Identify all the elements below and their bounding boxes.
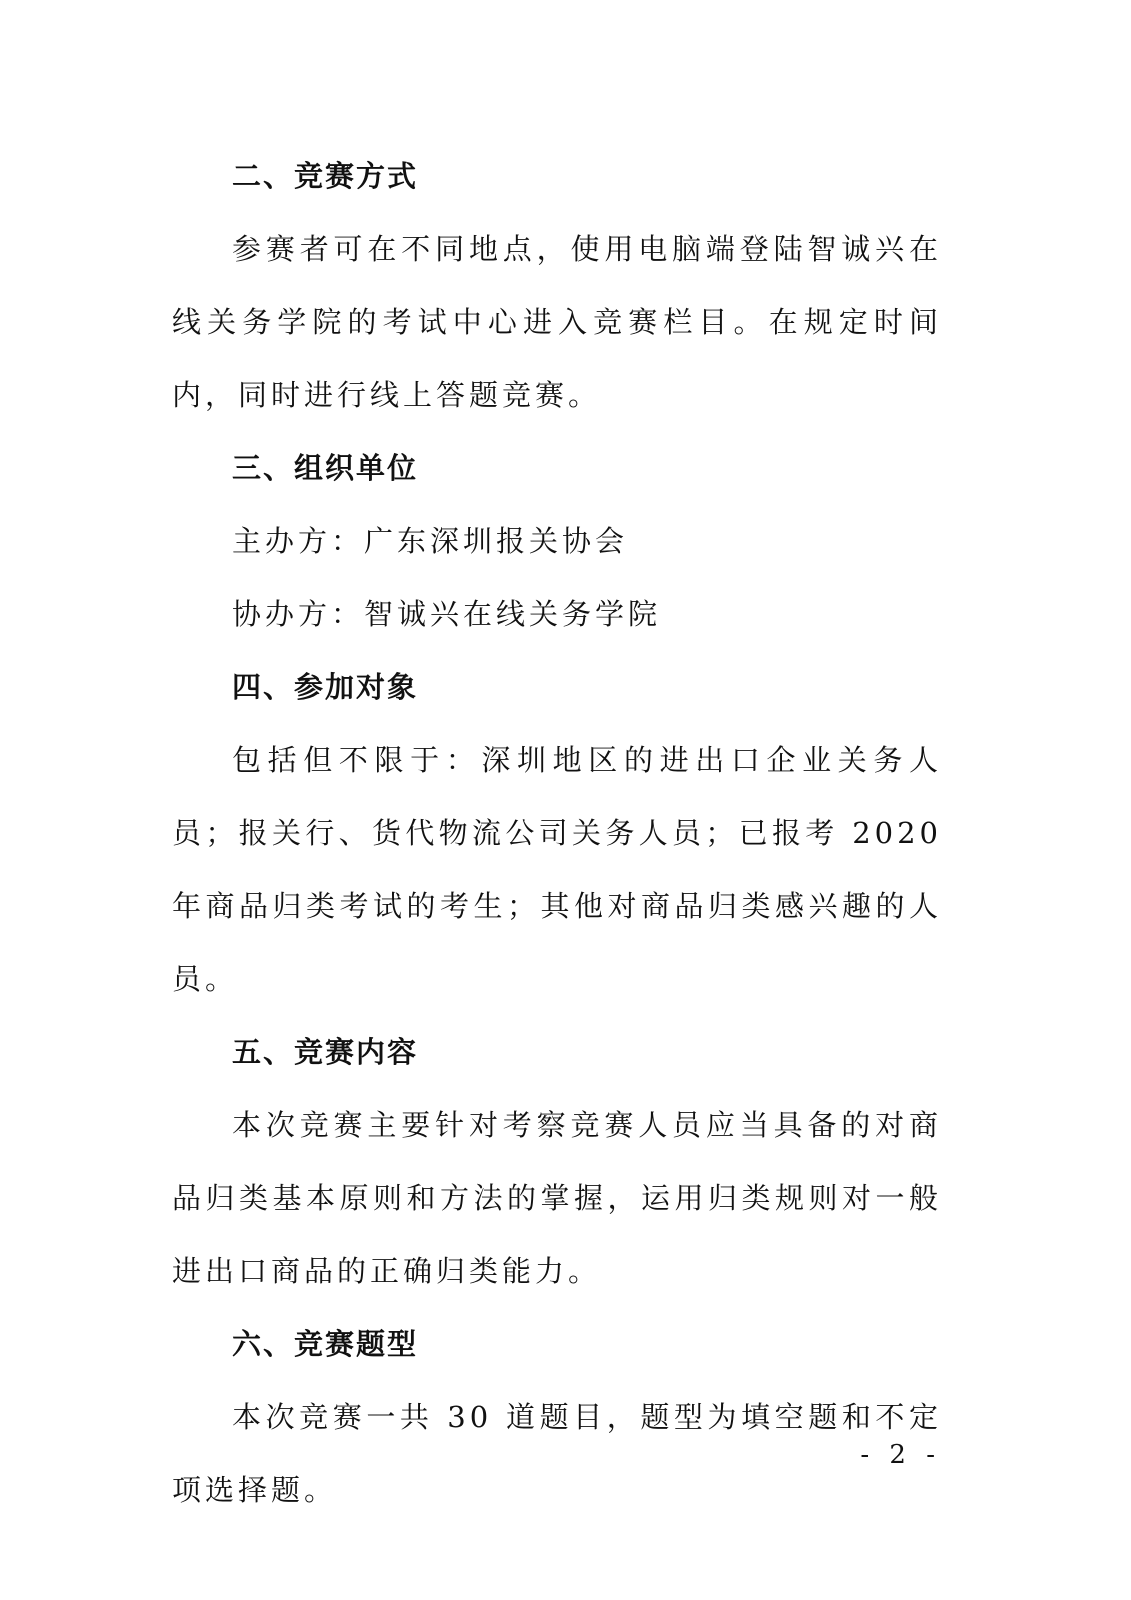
- paragraph-content: 本次竞赛主要针对考察竞赛人员应当具备的对商品归类基本原则和方法的掌握，运用归类规则对一般进出口商品的正确归类能力。: [172, 1108, 942, 1288]
- paragraph-co-host: 协办方：智诚兴在线关务学院: [232, 597, 662, 631]
- section-heading-organizers: 三、组织单位: [232, 451, 419, 485]
- paragraph-method: 参赛者可在不同地点，使用电脑端登陆智诚兴在线关务学院的考试中心进入竞赛栏目。在规定时间内，同时进行线上答题竞赛。: [172, 232, 942, 412]
- paragraph-question-types: 本次竞赛一共 30 道题目，题型为填空题和不定项选择题。: [172, 1400, 942, 1507]
- section-heading-method: 二、竞赛方式: [232, 159, 419, 193]
- section-heading-participants: 四、参加对象: [232, 670, 419, 704]
- section-heading-question-types: 六、竞赛题型: [232, 1327, 419, 1361]
- page-number: - 2 -: [860, 1440, 941, 1470]
- paragraph-host: 主办方：广东深圳报关协会: [232, 524, 629, 558]
- paragraph-participants: 包括但不限于：深圳地区的进出口企业关务人员；报关行、货代物流公司关务人员；已报考 2020 年商品归类考试的考生；其他对商品归类感兴趣的人员。: [172, 743, 942, 996]
- section-heading-content: 五、竞赛内容: [232, 1035, 419, 1069]
- document-body: [172, 140, 942, 1527]
